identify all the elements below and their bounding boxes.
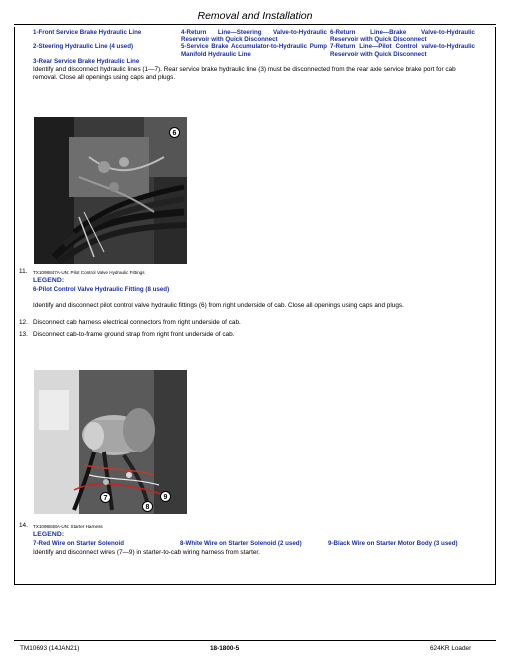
hydraulic-lines-legend bbox=[33, 29, 473, 65]
legend-label: LEGEND: bbox=[33, 531, 65, 538]
legend-item: 4-Return Line—Steering Valve-to-Hydraulic Reservoir with Quick Disconnect bbox=[181, 29, 327, 44]
step-number: 12. bbox=[19, 319, 28, 326]
legend-item: 8-White Wire on Starter Solenoid (2 used) bbox=[180, 540, 302, 547]
legend-item: 3-Rear Service Brake Hydraulic Line bbox=[33, 57, 140, 65]
step-text: Identify and disconnect pilot control valve hydraulic fittings (6) from right underside of cab. Close all openings using caps and plugs. bbox=[33, 302, 404, 309]
legend-item: 2-Steering Hydraulic Line (4 used) bbox=[33, 43, 134, 51]
legend-label: LEGEND: bbox=[33, 277, 65, 284]
step-text: Identify and disconnect wires (7—9) in starter-to-cab wiring harness from starter. bbox=[33, 549, 260, 556]
figure-caption: TX1098848A-UN: Starter Harness bbox=[33, 524, 103, 529]
legend-item: 9-Black Wire on Starter Motor Body (3 used) bbox=[328, 540, 458, 547]
page-title: Removal and Installation bbox=[197, 10, 313, 22]
callout-6: 6 bbox=[169, 127, 180, 138]
callout-9: 9 bbox=[160, 491, 171, 502]
step-number: 13. bbox=[19, 331, 28, 338]
step-number: 14. bbox=[19, 522, 28, 529]
footer-rule bbox=[14, 640, 496, 641]
pilot-control-valve-photo bbox=[34, 117, 187, 264]
step-text: Disconnect cab-to-frame ground strap from right front underside of cab. bbox=[33, 331, 235, 338]
legend-item: 6-Return Line—Brake Valve-to-Hydraulic Reservoir with Quick Disconnect bbox=[330, 29, 475, 44]
footer-model: 624KR Loader bbox=[430, 645, 472, 652]
legend-item: 7-Return Line—Pilot Control valve-to-Hydraulic Reservoir with Quick Disconnect bbox=[330, 43, 475, 58]
intro-paragraph: Identify and disconnect hydraulic lines (1—7). Rear service brake hydraulic line (3) must be disconnected from the rear axle service brake port for cab removal. Close all openings using caps and plugs. bbox=[33, 66, 456, 81]
starter-harness-photo bbox=[34, 370, 187, 514]
footer-page-number: 18-1800-5 bbox=[210, 645, 240, 652]
legend-item: 6-Pilot Control Valve Hydraulic Fitting (8 used) bbox=[33, 286, 170, 293]
legend-item: 1-Front Service Brake Hydraulic Line bbox=[33, 29, 142, 36]
callout-7: 7 bbox=[100, 492, 111, 503]
footer-doc-id: TM10693 (14JAN21) bbox=[20, 645, 80, 652]
step-text: Disconnect cab harness electrical connectors from right underside of cab. bbox=[33, 319, 241, 326]
legend-item: 7-Red Wire on Starter Solenoid bbox=[33, 540, 125, 547]
header-rule bbox=[14, 24, 496, 25]
legend-item: 5-Service Brake Accumulator-to-Hydraulic Pump Manifold Hydraulic Line bbox=[181, 43, 327, 58]
figure-caption: TX1098847A-UN: Pilot Control Valve Hydraulic Fittings bbox=[33, 270, 145, 275]
step-number: 11. bbox=[19, 268, 28, 275]
callout-8: 8 bbox=[142, 501, 153, 512]
